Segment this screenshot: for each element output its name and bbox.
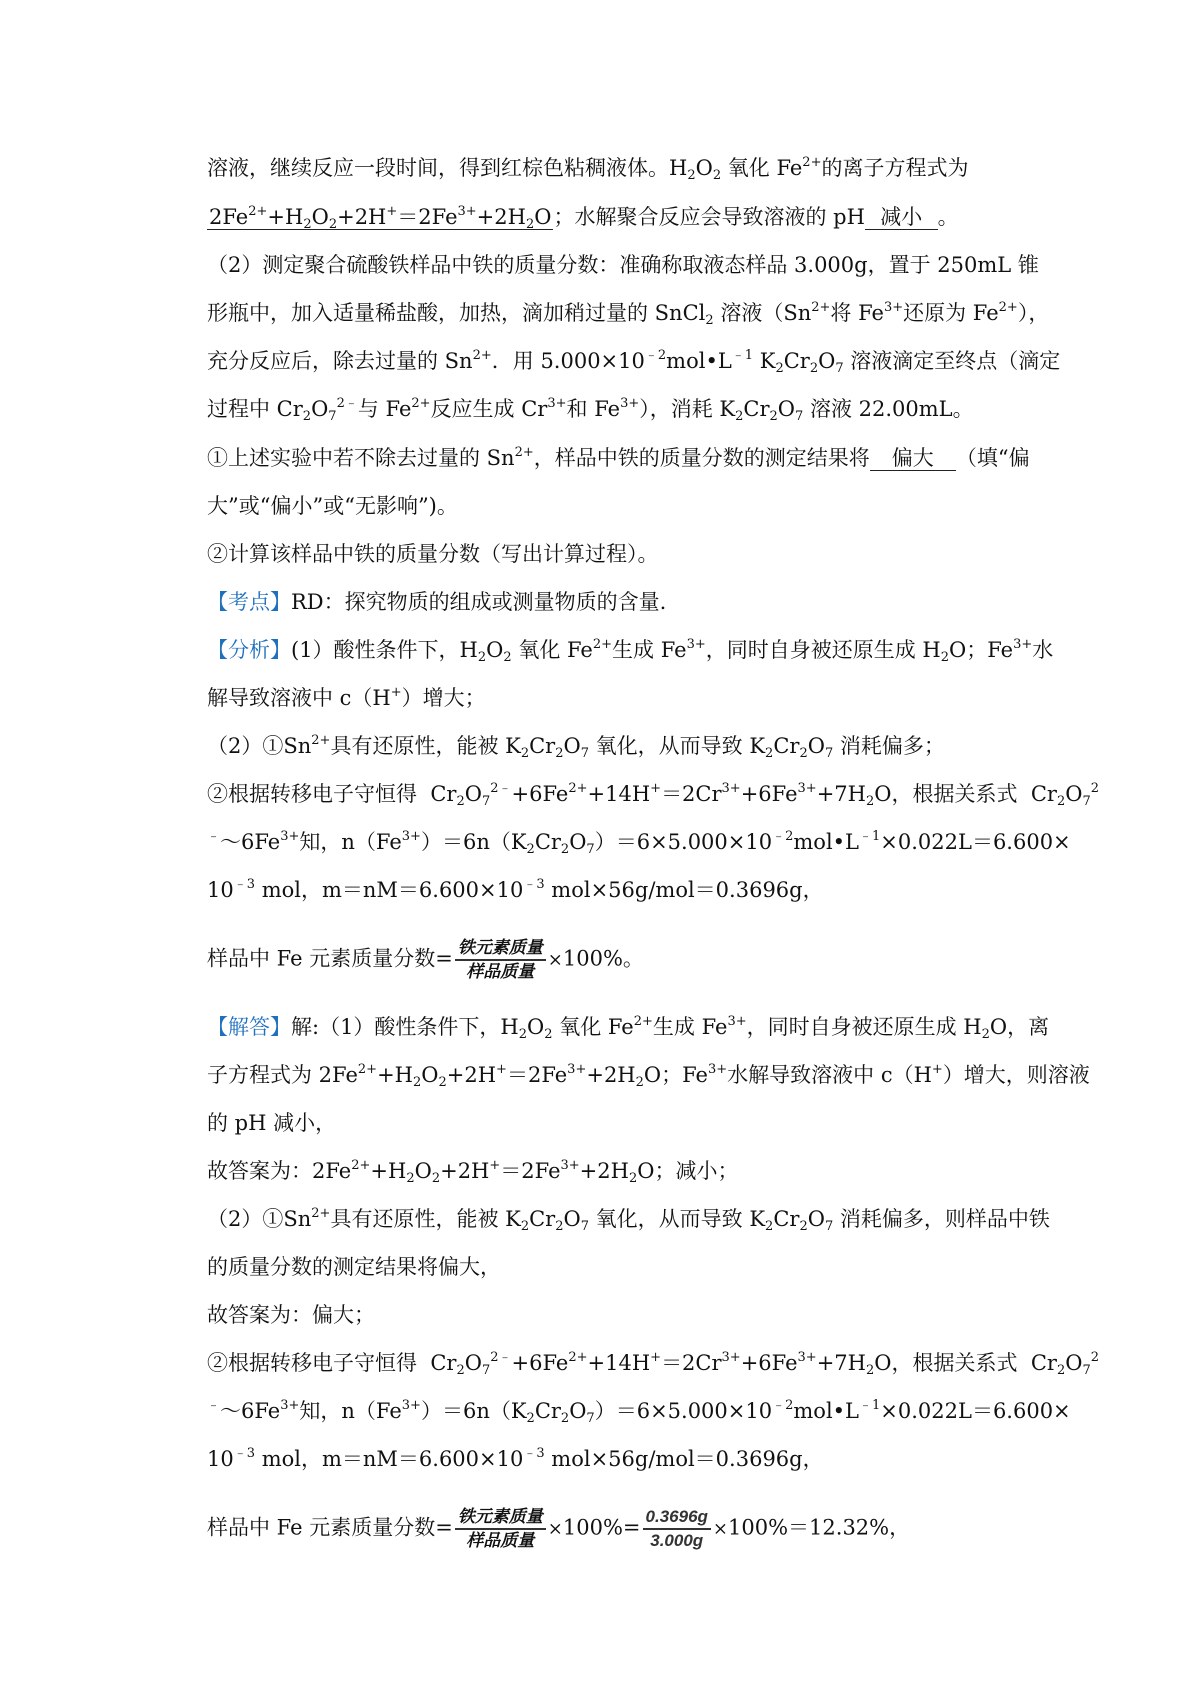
text-line-l4: 形瓶中，加入适量稀盐酸，加热，滴加稍过量的 SnCl$_2$ 溶液（$Sn^{2+}$将 $Fe^{3+}$还原为 $Fe^{2+}$）， [207, 300, 1050, 328]
text-line-l20: 的 pH 减小， [207, 1111, 337, 1135]
text-line-l14: ②根据转移电子守恒得 $Cr_2O_7^{2﹣}+6Fe^{2+}+14H^+=2Cr^{3+}+6Fe^{3+}+7H_2O$，根据关系式 $Cr_2O_7^2$ [207, 781, 1099, 809]
text-line-l12: 解导致溶液中 c（H+）增大； [207, 685, 486, 710]
text-line-l1: 溶液，继续反应一段时间，得到红棕色粘稠液体。$H_2O_2$ 氧化 $Fe^{2+}$的离子方程式为 [207, 155, 969, 183]
text-line-l6: 过程中 $Cr_2O_7^{2﹣}$与 $Fe^{2+}$反应生成 $Cr^{3+}$和 $Fe^{3+}$），消耗 $K_2Cr_2O_7$ 溶液 22.00mL。 [207, 396, 974, 424]
text-line-l25: ②根据转移电子守恒得 $Cr_2O_7^{2﹣}+6Fe^{2+}+14H^+=2Cr^{3+}+6Fe^{3+}+7H_2O$，根据关系式 $Cr_2O_7^2$ [207, 1350, 1099, 1378]
text-line-l13: $(2)①Sn^{2+}$具有还原性，能被 $K_2Cr_2O_7$ 氧化，从而导致 $K_2Cr_2O_7$ 消耗偏多； [207, 733, 945, 761]
text-line-l17: 样品中 Fe 元素质量分数= $\frac{\text{铁元素质量}}{\text{样品质量}}$ ×100%。 [207, 938, 644, 982]
text-line-l7: ①上述实验中若不除去过量的 $Sn^{2+}$，样品中铁的质量分数的测定结果将 偏大 （填“偏 [207, 445, 1030, 470]
text-line-l9: ②计算该样品中铁的质量分数（写出计算过程）。 [207, 542, 659, 566]
text-line-l16: $10^{﹣3}$ mol，$m=nM=6.600\times 10^{﹣3}$ mol×56g/mol＝0.3696g， [207, 877, 824, 902]
text-line-l18: 【解答】解:（1）酸性条件下，$H_2O_2$ 氧化 $Fe^{2+}$生成 $Fe^{3+}$，同时自身被还原生成 $H_2O$，离 [207, 1014, 1050, 1042]
text-line-l27: $10^{﹣3}$ mol，$m=nM=6.600\times 10^{﹣3}$ mol×56g/mol＝0.3696g， [207, 1446, 824, 1471]
text-line-l19: 子方程式为 $2Fe^{2+}+H_2O_2+2H^+=2Fe^{3+}+2H_2O$；$Fe^{3+}$水解导致溶液中 c（H+）增大，则溶液 [207, 1062, 1090, 1090]
text-line-l22: $(2)①Sn^{2+}$具有还原性，能被 $K_2Cr_2O_7$ 氧化，从而导致 $K_2Cr_2O_7$ 消耗偏多，则样品中铁 [207, 1206, 1050, 1234]
text-line-l10: 【考点】RD：探究物质的组成或测量物质的含量. [207, 590, 667, 614]
text-line-l2: $2Fe^{2+}+H_2O_2+2H^+=2Fe^{3+}+2H_2O$；水解聚合反应会导致溶液的 pH 减小 。 [209, 204, 959, 232]
text-line-l23: 的质量分数的测定结果将偏大， [207, 1255, 501, 1279]
text-line-l15: $^﹣\sim 6Fe^{3+}$知，$n(Fe^{3+})=6n(K_2Cr_2O_7)=6\times 5.000\times 10^{﹣2}mol•L^{﹣1}\times 0.022L=6.600\times$ [207, 829, 1071, 857]
text-line-l28: 样品中 Fe 元素质量分数= $\frac{\text{铁元素质量}}{\text{样品质量}}$ ×100%= $\frac{0.3696g}{3.000g}$ ×100%＝12.32%， [207, 1507, 911, 1551]
text-line-l3: （2）测定聚合硫酸铁样品中铁的质量分数：准确称取液态样品 3.000g，置于 250mL 锥 [207, 253, 1039, 277]
text-line-l11: 【分析】(1）酸性条件下，$H_2O_2$ 氧化 $Fe^{2+}$生成 $Fe^{3+}$，同时自身被还原生成 $H_2O$；$Fe^{3+}$水 [207, 637, 1054, 665]
text-line-l26: $^﹣\sim 6Fe^{3+}$知，$n(Fe^{3+})=6n(K_2Cr_2O_7)=6\times 5.000\times 10^{﹣2}mol•L^{﹣1}\times 0.022L=6.600\times$ [207, 1398, 1071, 1426]
text-line-l24: 故答案为：偏大； [207, 1303, 375, 1327]
text-line-l5: 充分反应后，除去过量的 $Sn^{2+}$．用 $5.000\times 10^{﹣2}mol•L^{﹣1}$ $K_2Cr_2O_7$ 溶液滴定至终点（滴定 [207, 348, 1061, 376]
text-line-l21: 故答案为：$2Fe^{2+}+H_2O_2+2H^+=2Fe^{3+}+2H_2O$；减小； [207, 1158, 739, 1186]
text-line-l8: 大”或“偏小”或“无影响”)。 [207, 494, 458, 518]
